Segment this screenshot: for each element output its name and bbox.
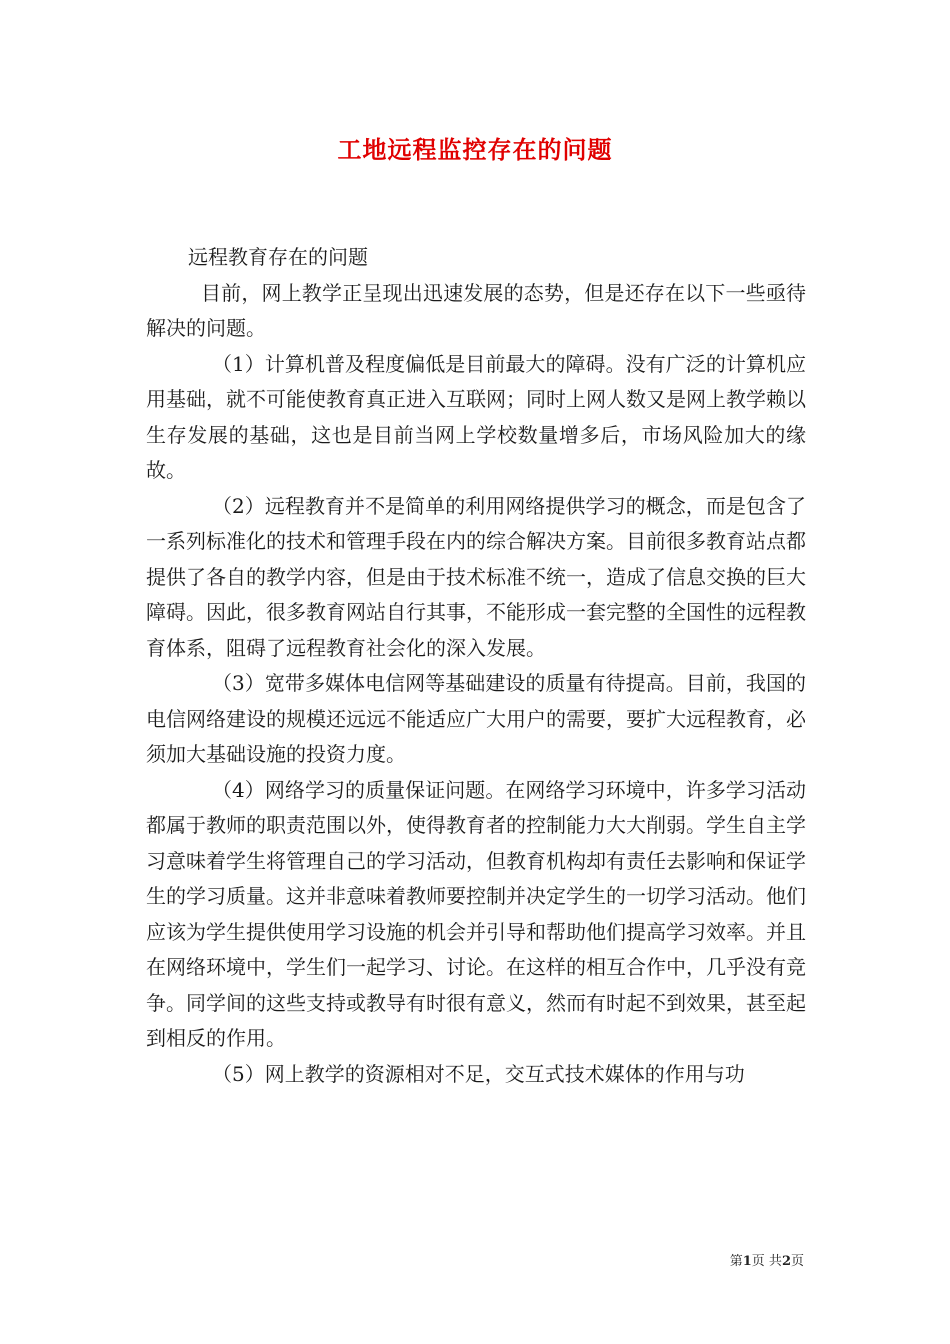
current-page-number: 1: [742, 1254, 752, 1269]
paragraph-item-1: （1）计算机普及程度偏低是目前最大的障碍。没有广泛的计算机应用基础，就不可能使教育真正进入互联网；同时上网人数又是网上教学赖以生存发展的基础，这也是目前当网上学校数量增多后，市场风险加大的缘故。: [146, 351, 806, 482]
document-title: 工地远程监控存在的问题: [337, 135, 613, 164]
total-page-number: 2: [781, 1254, 791, 1269]
footer-prefix: 第: [729, 1254, 743, 1269]
section-subheading: 远程教育存在的问题: [188, 245, 368, 269]
paragraph-item-2: （2）远程教育并不是简单的利用网络提供学习的概念，而是包含了一系列标准化的技术和管理手段在内的综合解决方案。目前很多教育站点都提供了各自的教学内容，但是由于技术标准不统一，造成了信息交换的巨大障碍。因此，很多教育网站自行其事，不能形成一套完整的全国性的远程教育体系，阻碍了远程教育社会化的深入发展。: [146, 493, 806, 660]
paragraph-item-4: （4）网络学习的质量保证问题。在网络学习环境中，许多学习活动都属于教师的职责范围以外，使得教育者的控制能力大大削弱。学生自主学习意味着学生将管理自己的学习活动，但教育机构却有责任去影响和保证学生的学习质量。这并非意味着教师要控制并决定学生的一切学习活动。他们应该为学生提供使用学习设施的机会并引导和帮助他们提高学习效率。并且在网络环境中，学生们一起学习、讨论。在这样的相互合作中，几乎没有竞争。同学间的这些支持或教导有时很有意义，然而有时起不到效果，甚至起到相反的作用。: [146, 777, 806, 1050]
footer-suffix: 页: [790, 1254, 804, 1269]
footer-middle: 页 共: [751, 1254, 782, 1269]
paragraph-item-3: （3）宽带多媒体电信网等基础建设的质量有待提高。目前，我国的电信网络建设的规模还远远不能适应广大用户的需要，要扩大远程教育，必须加大基础设施的投资力度。: [146, 671, 806, 766]
paragraph-item-5: （5）网上教学的资源相对不足，交互式技术媒体的作用与功: [212, 1061, 745, 1086]
page-footer: [730, 1250, 804, 1269]
document-body: [146, 240, 806, 1092]
intro-paragraph: 目前，网上教学正呈现出迅速发展的态势，但是还存在以下一些亟待解决的问题。: [146, 280, 806, 340]
